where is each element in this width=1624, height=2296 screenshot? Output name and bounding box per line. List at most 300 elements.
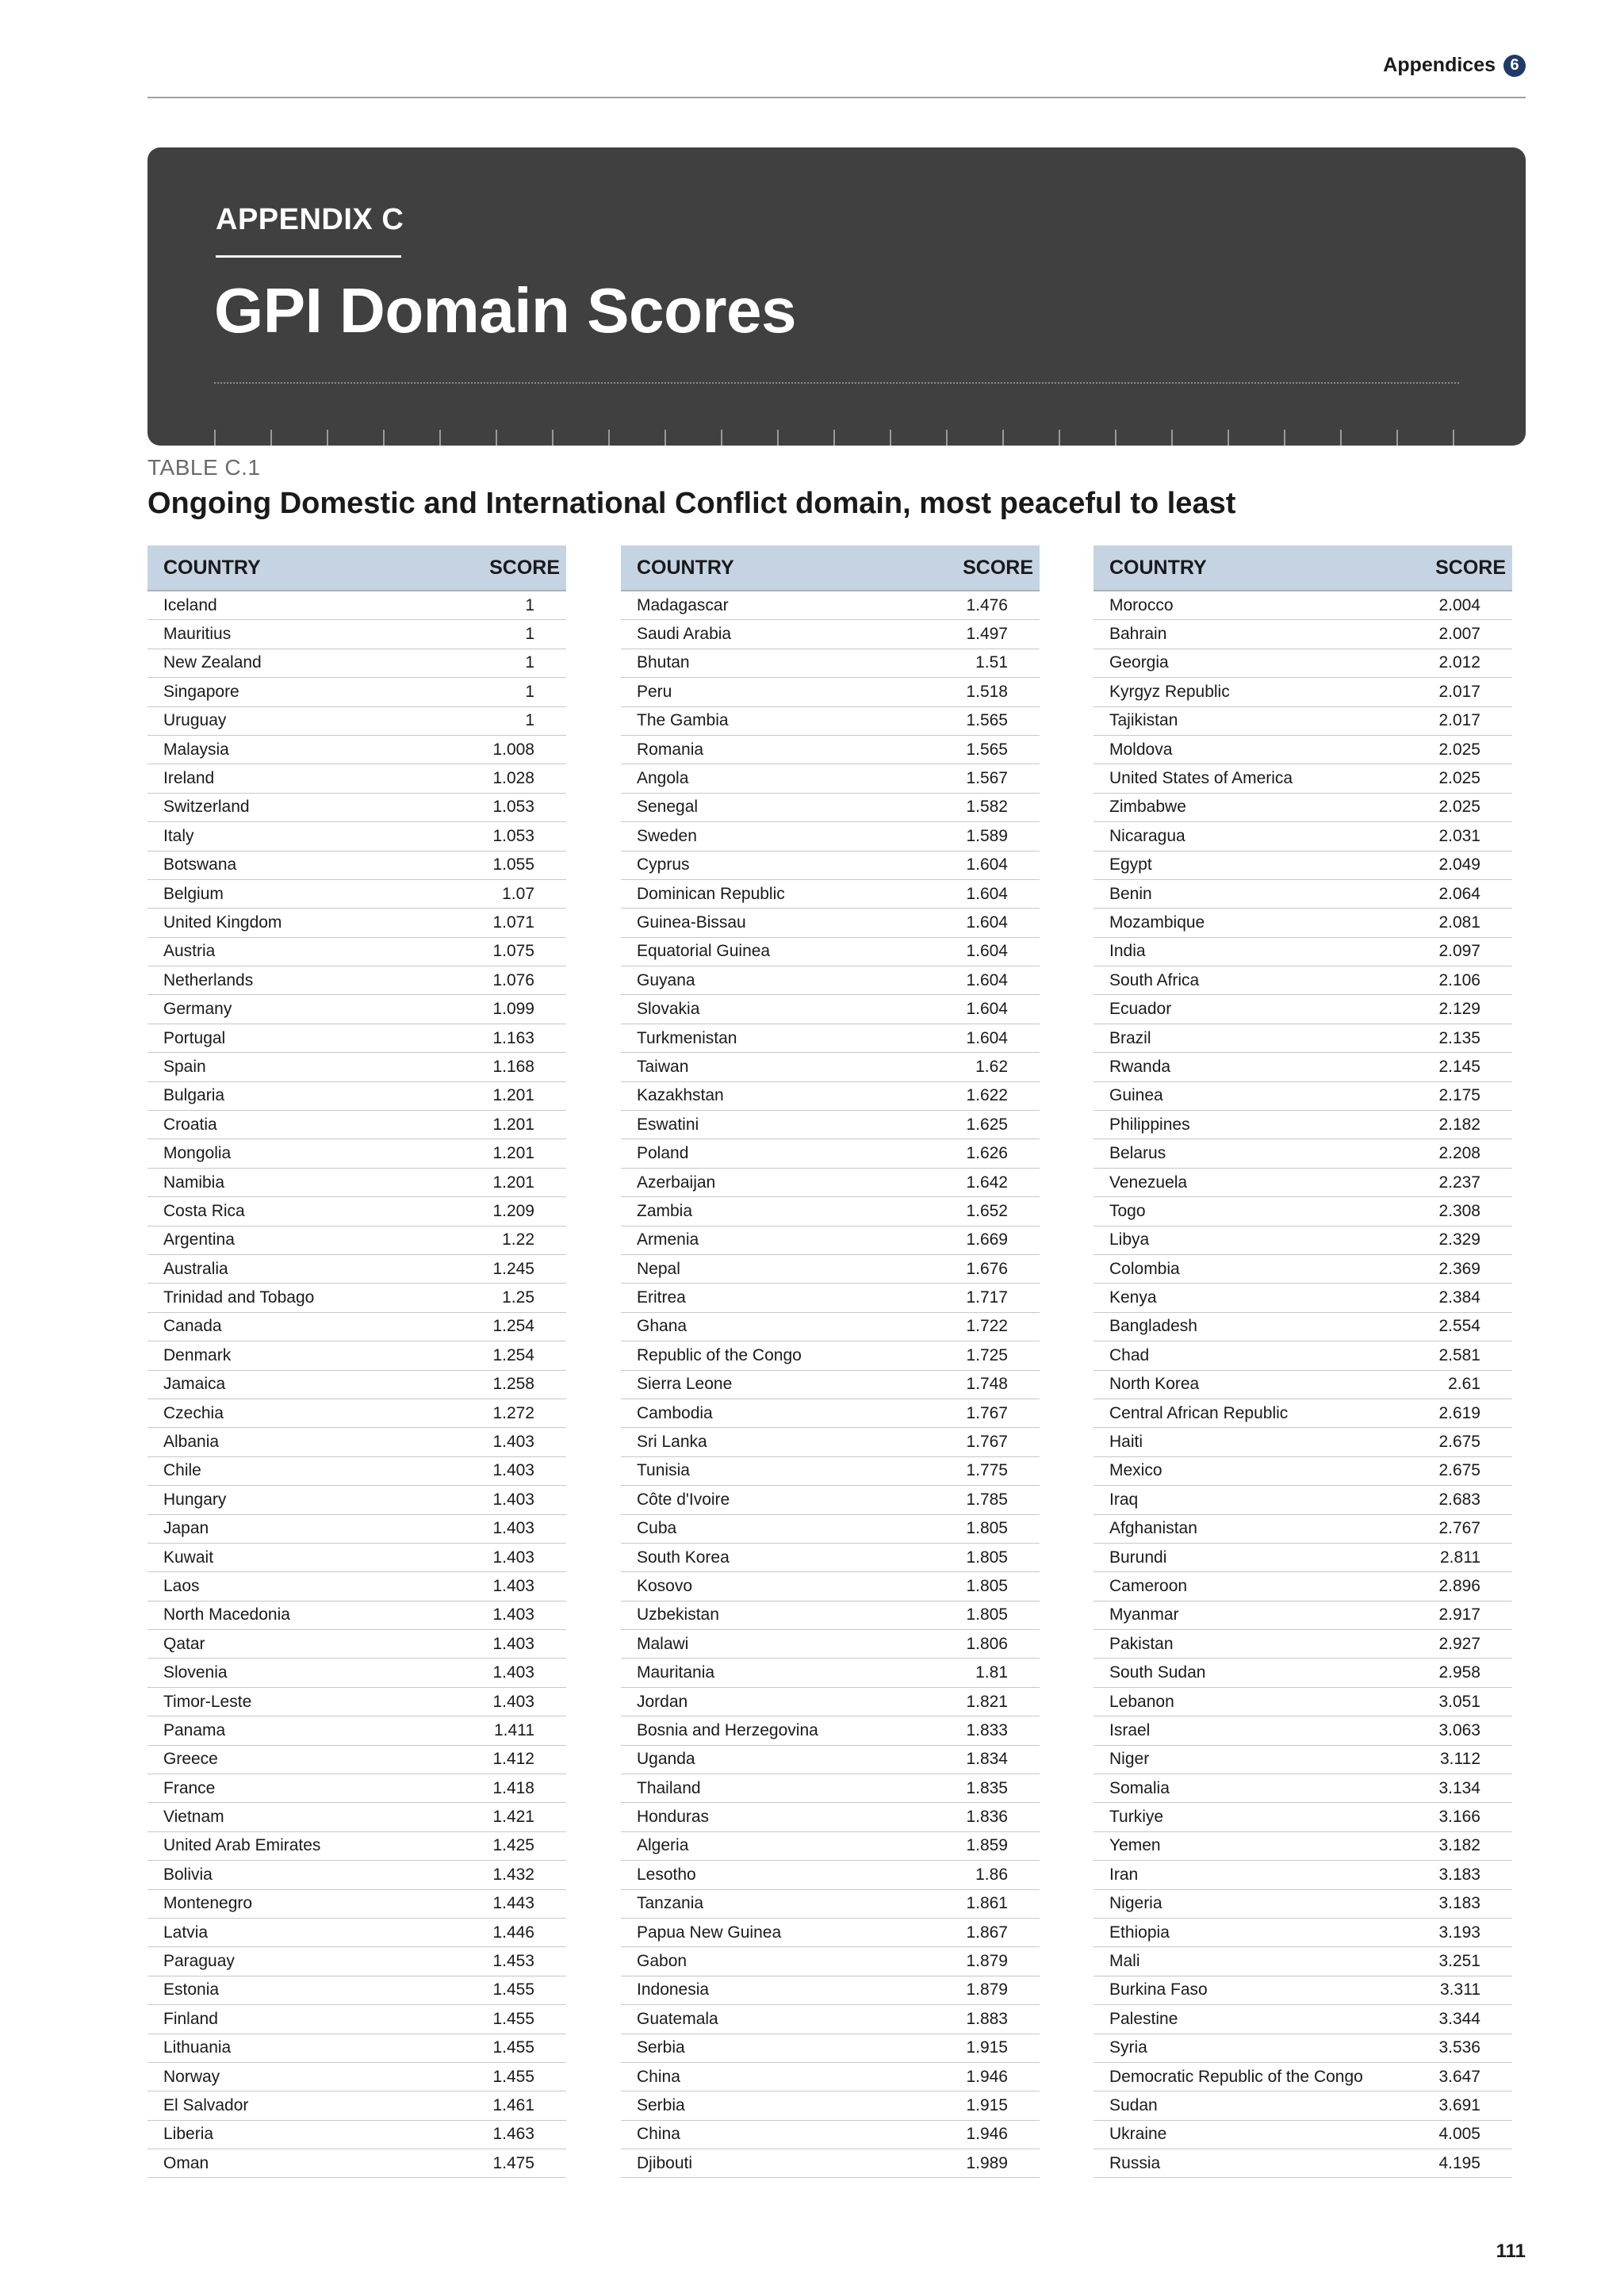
score-cell: 3.311 [1440, 1980, 1480, 1999]
table-row [147, 1428, 566, 1456]
country-cell: Czechia [163, 1403, 224, 1422]
score-cell: 1.258 [492, 1375, 534, 1394]
table-row [621, 1341, 1040, 1370]
country-cell: Burkina Faso [1109, 1980, 1208, 1999]
score-cell: 1.725 [966, 1345, 1008, 1364]
score-cell: 1.81 [975, 1663, 1008, 1682]
country-cell: Nigeria [1109, 1894, 1162, 1913]
score-cell: 1.652 [966, 1201, 1008, 1220]
country-cell: Bulgaria [163, 1086, 225, 1105]
score-cell: 1.163 [492, 1028, 534, 1047]
country-cell: Latvia [163, 1923, 209, 1942]
score-cell: 2.384 [1438, 1288, 1480, 1307]
country-cell: Palestine [1109, 2009, 1178, 2028]
country-cell: Uruguay [163, 711, 227, 730]
table-row [621, 2091, 1040, 2120]
score-cell: 1.418 [492, 1778, 534, 1797]
table-row [147, 1515, 566, 1544]
score-cell: 1.626 [966, 1144, 1008, 1163]
score-cell: 1.805 [966, 1519, 1008, 1538]
table-row [1094, 794, 1512, 822]
table-header [147, 545, 566, 591]
banner-tick [1228, 430, 1229, 446]
score-cell: 1.642 [966, 1173, 1008, 1192]
table-row [1094, 1601, 1512, 1630]
country-cell: Poland [637, 1144, 689, 1163]
table-row [621, 966, 1040, 995]
table-row [1094, 1197, 1512, 1226]
score-cell: 2.007 [1438, 625, 1480, 644]
table-body [147, 591, 566, 2178]
score-cell: 2.61 [1448, 1375, 1480, 1394]
country-cell: Cambodia [637, 1403, 713, 1422]
table-row [621, 1226, 1040, 1255]
table-row [147, 1659, 566, 1687]
table-row [621, 1659, 1040, 1687]
table-row [621, 1688, 1040, 1716]
country-cell: Syria [1109, 2038, 1147, 2057]
country-cell: Mauritius [163, 625, 232, 644]
table-row [147, 1832, 566, 1861]
country-cell: Algeria [637, 1836, 689, 1855]
table-row [147, 1890, 566, 1919]
table-row [1094, 938, 1512, 966]
country-cell: Mauritania [637, 1663, 715, 1682]
appendix-banner [147, 147, 1526, 446]
country-cell: Botswana [163, 855, 237, 874]
score-cell: 2.675 [1438, 1461, 1480, 1480]
country-cell: Germany [163, 1000, 232, 1019]
score-cell: 2.004 [1438, 595, 1480, 614]
country-cell: Republic of the Congo [637, 1345, 802, 1364]
score-cell: 1.443 [492, 1894, 534, 1913]
table-row [621, 1572, 1040, 1601]
country-cell: Mexico [1109, 1461, 1162, 1480]
country-cell: Kyrgyz Republic [1109, 682, 1230, 701]
country-cell: Chile [163, 1461, 201, 1480]
banner-tick [665, 430, 666, 446]
table-row [1094, 1399, 1512, 1428]
score-cell: 1.099 [492, 1000, 534, 1019]
score-cell: 2.025 [1438, 769, 1480, 788]
table-row [1094, 909, 1512, 937]
country-header: COUNTRY [1109, 556, 1207, 579]
score-cell: 1.805 [966, 1605, 1008, 1624]
section-name: Appendices [1383, 54, 1496, 76]
score-header: SCORE [963, 556, 1033, 579]
score-cell: 1.421 [492, 1808, 534, 1827]
country-cell: Haiti [1109, 1433, 1143, 1452]
score-cell: 1.455 [492, 2009, 534, 2028]
score-cell: 1.432 [492, 1865, 534, 1884]
table-row [621, 1082, 1040, 1111]
country-cell: Nicaragua [1109, 826, 1185, 845]
country-cell: Sri Lanka [637, 1433, 707, 1452]
country-cell: Lesotho [637, 1865, 696, 1884]
country-cell: Saudi Arabia [637, 625, 732, 644]
country-cell: Croatia [163, 1115, 217, 1134]
score-cell: 3.647 [1438, 2067, 1480, 2086]
country-cell: Laos [163, 1576, 200, 1595]
table-row [621, 678, 1040, 706]
table-row [147, 880, 566, 909]
country-cell: Denmark [163, 1345, 232, 1364]
table-row [1094, 678, 1512, 706]
score-cell: 1.989 [966, 2153, 1008, 2172]
country-cell: Austria [163, 942, 216, 961]
score-cell: 1.604 [966, 884, 1008, 903]
table-row [1094, 1861, 1512, 1889]
score-cell: 1.403 [492, 1605, 534, 1624]
country-cell: Vietnam [163, 1808, 224, 1827]
banner-tick [1002, 430, 1004, 446]
country-cell: Panama [163, 1720, 226, 1739]
country-cell: Guinea-Bissau [637, 913, 746, 932]
score-cell: 2.896 [1438, 1576, 1480, 1595]
table-row [1094, 1313, 1512, 1341]
score-cell: 1.833 [966, 1720, 1008, 1739]
score-cell: 3.183 [1438, 1894, 1480, 1913]
score-cell: 1.767 [966, 1433, 1008, 1452]
country-cell: Uganda [637, 1750, 695, 1769]
country-cell: Bosnia and Herzegovina [637, 1720, 818, 1739]
country-cell: Kuwait [163, 1548, 214, 1567]
country-cell: Belarus [1109, 1144, 1166, 1163]
banner-tick [1340, 430, 1342, 446]
table-row [621, 909, 1040, 937]
country-cell: Ukraine [1109, 2125, 1167, 2144]
banner-tick [270, 430, 272, 446]
table-row [1094, 620, 1512, 649]
country-cell: Togo [1109, 1201, 1146, 1220]
table-body [621, 591, 1040, 2178]
score-cell: 2.619 [1438, 1403, 1480, 1422]
country-cell: The Gambia [637, 711, 729, 730]
table-row [1094, 1255, 1512, 1284]
score-cell: 4.005 [1438, 2125, 1480, 2144]
score-header: SCORE [1435, 556, 1506, 579]
score-cell: 1.403 [492, 1634, 534, 1653]
score-cell: 1.565 [966, 740, 1008, 759]
banner-tick [1171, 430, 1173, 446]
table-row [1094, 707, 1512, 736]
table-row [621, 1284, 1040, 1312]
score-cell: 1.565 [966, 711, 1008, 730]
table-row [147, 1284, 566, 1312]
table-row [621, 2121, 1040, 2149]
country-cell: Nepal [637, 1259, 680, 1278]
score-cell: 2.175 [1438, 1086, 1480, 1105]
country-cell: Serbia [637, 2038, 685, 2057]
country-cell: Taiwan [637, 1057, 689, 1076]
table-row [621, 995, 1040, 1024]
country-cell: Indonesia [637, 1980, 710, 1999]
table-row [621, 1457, 1040, 1486]
country-cell: Azerbaijan [637, 1173, 716, 1192]
header-divider [147, 97, 1526, 98]
table-row [147, 909, 566, 937]
table-row [1094, 880, 1512, 909]
table-row [147, 1255, 566, 1284]
banner-tick [946, 430, 948, 446]
score-cell: 2.145 [1438, 1057, 1480, 1076]
score-cell: 1.722 [966, 1317, 1008, 1336]
score-cell: 2.129 [1438, 1000, 1480, 1019]
country-cell: Bolivia [163, 1865, 213, 1884]
country-cell: Lebanon [1109, 1692, 1174, 1711]
country-cell: Rwanda [1109, 1057, 1171, 1076]
table-header [621, 545, 1040, 591]
score-cell: 1.453 [492, 1952, 534, 1971]
table-row [147, 938, 566, 966]
table-row [621, 1861, 1040, 1889]
score-cell: 1.475 [492, 2153, 534, 2172]
score-cell: 2.208 [1438, 1144, 1480, 1163]
country-cell: Ethiopia [1109, 1923, 1170, 1942]
table-row [621, 649, 1040, 678]
banner-tick [214, 430, 216, 446]
table-row [147, 1947, 566, 1976]
country-cell: Lithuania [163, 2038, 232, 2057]
score-cell: 1.821 [966, 1692, 1008, 1711]
score-cell: 1.411 [494, 1720, 534, 1739]
table-row [621, 1515, 1040, 1544]
table-row [621, 794, 1040, 822]
banner-tick [1453, 430, 1454, 446]
country-cell: Serbia [637, 2096, 685, 2114]
country-cell: Cyprus [637, 855, 690, 874]
score-cell: 1.835 [966, 1778, 1008, 1797]
country-cell: Tanzania [637, 1894, 704, 1913]
table-row [621, 1544, 1040, 1572]
table-row [1094, 966, 1512, 995]
score-cell: 1.403 [492, 1663, 534, 1682]
country-cell: Mongolia [163, 1144, 232, 1163]
country-cell: Qatar [163, 1634, 205, 1653]
country-cell: Oman [163, 2153, 209, 2172]
country-cell: Spain [163, 1057, 206, 1076]
country-cell: Djibouti [637, 2153, 693, 2172]
country-cell: Armenia [637, 1230, 699, 1249]
table-row [1094, 1688, 1512, 1716]
country-cell: China [637, 2067, 680, 2086]
table-row [1094, 1803, 1512, 1831]
country-cell: Tunisia [637, 1461, 690, 1480]
table-row [621, 2005, 1040, 2034]
score-cell: 1.446 [492, 1923, 534, 1942]
score-cell: 1.403 [492, 1461, 534, 1480]
country-cell: Pakistan [1109, 1634, 1174, 1653]
score-cell: 1.946 [966, 2067, 1008, 2086]
country-cell: Libya [1109, 1230, 1150, 1249]
table-row [147, 966, 566, 995]
score-cell: 1.567 [966, 769, 1008, 788]
score-header: SCORE [489, 556, 560, 579]
table-row [147, 1919, 566, 1947]
table-row [1094, 851, 1512, 880]
country-cell: Sierra Leone [637, 1375, 733, 1394]
score-cell: 1.201 [492, 1086, 534, 1105]
score-cell: 1.028 [492, 769, 534, 788]
country-header: COUNTRY [637, 556, 734, 579]
score-cell: 1.461 [492, 2096, 534, 2114]
country-cell: Kazakhstan [637, 1086, 724, 1105]
country-cell: Costa Rica [163, 1201, 245, 1220]
table-row [147, 1716, 566, 1745]
table-row [1094, 2063, 1512, 2091]
table-row [621, 1313, 1040, 1341]
table-row [147, 1572, 566, 1601]
table-row [147, 1053, 566, 1081]
table-row [147, 794, 566, 822]
country-cell: Guyana [637, 970, 695, 989]
score-cell: 1.62 [975, 1057, 1008, 1076]
table-row [621, 1486, 1040, 1514]
country-cell: Canada [163, 1317, 222, 1336]
banner-tick [1284, 430, 1285, 446]
table-row [621, 620, 1040, 649]
score-cell: 2.106 [1438, 970, 1480, 989]
country-cell: Moldova [1109, 740, 1173, 759]
country-cell: Sweden [637, 826, 697, 845]
table-row [621, 1919, 1040, 1947]
country-cell: Malaysia [163, 740, 229, 759]
score-cell: 1.879 [966, 1980, 1008, 1999]
page-number: 111 [1496, 2241, 1526, 2262]
score-cell: 2.097 [1438, 942, 1480, 961]
score-cell: 1.859 [966, 1836, 1008, 1855]
country-cell: Philippines [1109, 1115, 1190, 1134]
score-cell: 2.308 [1438, 1201, 1480, 1220]
score-cell: 3.691 [1438, 2096, 1480, 2114]
table-row [621, 1890, 1040, 1919]
table-row [621, 2149, 1040, 2178]
country-cell: Papua New Guinea [637, 1923, 782, 1942]
score-cell: 2.135 [1438, 1028, 1480, 1047]
table-row [621, 822, 1040, 851]
score-cell: 1.604 [966, 1000, 1008, 1019]
appendix-underline [216, 255, 401, 258]
score-cell: 3.051 [1438, 1692, 1480, 1711]
score-cell: 1.076 [492, 970, 534, 989]
score-cell: 1.071 [492, 913, 534, 932]
table-row [1094, 1716, 1512, 1745]
table-row [147, 1139, 566, 1168]
table-title: Ongoing Domestic and International Conflict domain, most peaceful to least [147, 487, 1236, 520]
country-cell: Timor-Leste [163, 1692, 252, 1711]
table-label: TABLE C.1 [147, 455, 261, 480]
score-cell: 1.748 [966, 1375, 1008, 1394]
country-cell: Bahrain [1109, 625, 1167, 644]
table-row [621, 1371, 1040, 1399]
table-row [1094, 1976, 1512, 2005]
table-row [147, 851, 566, 880]
table-row [1094, 1774, 1512, 1803]
country-cell: Australia [163, 1259, 228, 1278]
country-cell: Uzbekistan [637, 1605, 719, 1624]
score-cell: 1.272 [492, 1403, 534, 1422]
table-row [1094, 764, 1512, 793]
score-cell: 2.237 [1438, 1173, 1480, 1192]
score-cell: 1.455 [492, 2067, 534, 2086]
table-row [147, 2121, 566, 2149]
score-cell: 1.669 [966, 1230, 1008, 1249]
table-row [147, 1688, 566, 1716]
table-row [1094, 736, 1512, 764]
table-row [1094, 1341, 1512, 1370]
table-row [621, 1803, 1040, 1831]
country-cell: Albania [163, 1433, 220, 1452]
country-cell: Paraguay [163, 1952, 235, 1971]
country-cell: Montenegro [163, 1894, 253, 1913]
table-row [147, 2091, 566, 2120]
country-cell: Angola [637, 769, 689, 788]
score-cell: 1.209 [492, 1201, 534, 1220]
country-cell: India [1109, 942, 1146, 961]
country-cell: Eritrea [637, 1288, 686, 1307]
country-cell: Bangladesh [1109, 1317, 1197, 1336]
score-cell: 2.017 [1438, 682, 1480, 701]
country-cell: Sudan [1109, 2096, 1158, 2114]
country-cell: Guatemala [637, 2009, 718, 2028]
score-cell: 1 [525, 595, 534, 614]
table-row [1094, 2034, 1512, 2063]
score-cell: 2.811 [1440, 1548, 1480, 1567]
score-cell: 1.676 [966, 1259, 1008, 1278]
score-cell: 1 [525, 653, 534, 672]
country-cell: Bhutan [637, 653, 690, 672]
score-cell: 1.403 [492, 1490, 534, 1509]
country-cell: Eswatini [637, 1115, 699, 1134]
table-row [147, 649, 566, 678]
score-cell: 2.049 [1438, 855, 1480, 874]
table-row [621, 1399, 1040, 1428]
table-row [1094, 1746, 1512, 1774]
score-cell: 1.403 [492, 1519, 534, 1538]
country-cell: Côte d'Ivoire [637, 1490, 730, 1509]
score-cell: 2.017 [1438, 711, 1480, 730]
table-row [147, 620, 566, 649]
country-cell: Singapore [163, 682, 239, 701]
table-row [621, 591, 1040, 620]
table-row [147, 678, 566, 706]
table-row [147, 1341, 566, 1370]
table-row [1094, 1947, 1512, 1976]
table-row [147, 1774, 566, 1803]
table-row [147, 1861, 566, 1889]
country-cell: Chad [1109, 1345, 1150, 1364]
table-row [147, 1457, 566, 1486]
country-cell: Slovakia [637, 1000, 700, 1019]
country-cell: Myanmar [1109, 1605, 1179, 1624]
country-cell: Thailand [637, 1778, 701, 1797]
score-cell: 2.329 [1438, 1230, 1480, 1249]
score-cell: 1.582 [966, 798, 1008, 817]
country-cell: Ireland [163, 769, 215, 788]
table-row [1094, 2005, 1512, 2034]
country-cell: Belgium [163, 884, 224, 903]
country-cell: South Korea [637, 1548, 730, 1567]
table-row [147, 2005, 566, 2034]
table-row [621, 1601, 1040, 1630]
country-cell: Madagascar [637, 595, 729, 614]
banner-tick [496, 430, 497, 446]
score-cell: 2.012 [1438, 653, 1480, 672]
country-cell: Kenya [1109, 1288, 1157, 1307]
table-row [147, 1630, 566, 1659]
banner-tick [327, 430, 328, 446]
country-cell: Egypt [1109, 855, 1152, 874]
